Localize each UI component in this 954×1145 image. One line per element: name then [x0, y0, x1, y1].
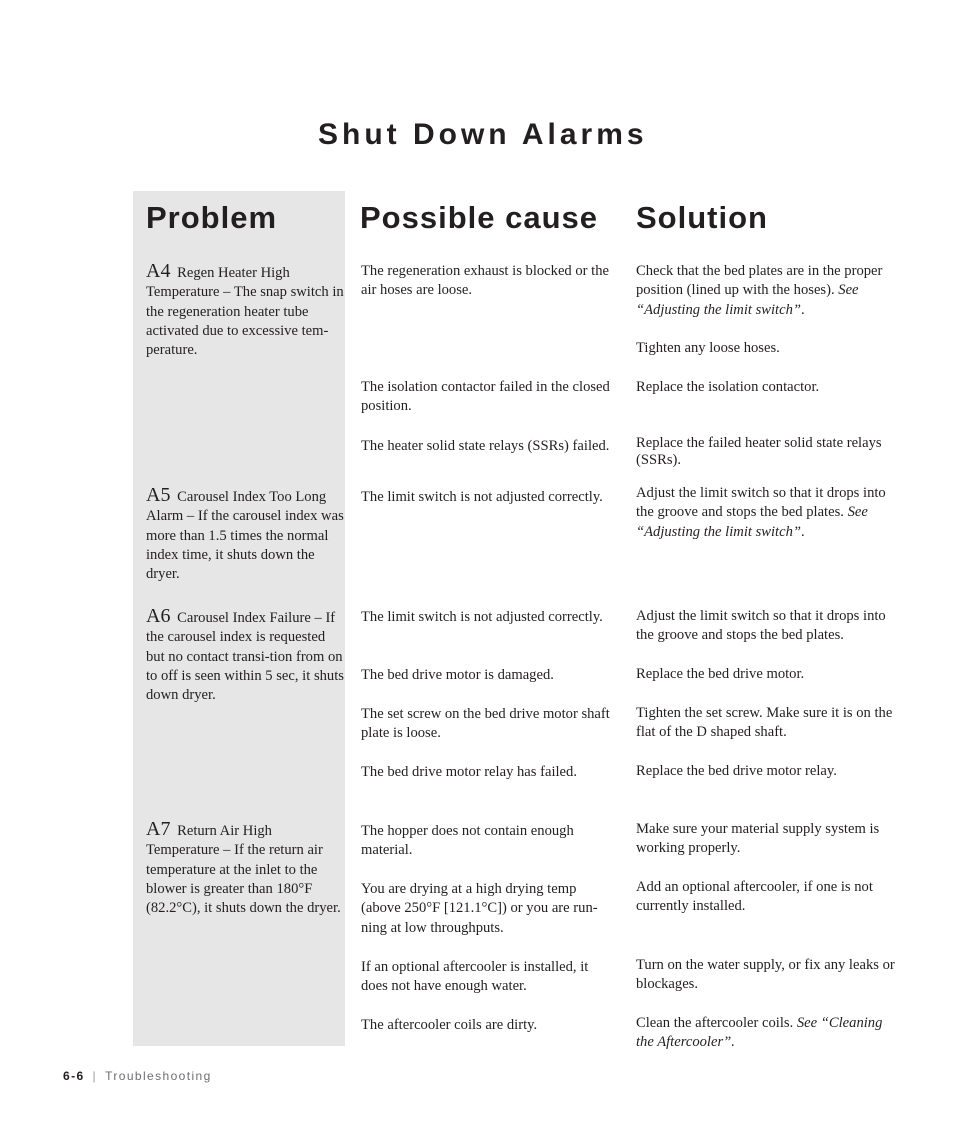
cause-text: The regeneration exhaust is blocked or the air hoses are loose.: [361, 263, 610, 299]
solution-header: Solution: [636, 200, 768, 235]
solution-text: Replace the isolation contactor.: [636, 379, 820, 395]
alarm-code: A5: [146, 484, 171, 506]
cause-text: The heater solid state relays (SSRs) failed.: [361, 438, 610, 454]
possible-cause-header: Possible cause: [360, 200, 599, 235]
solution-text: Replace the bed drive motor relay.: [636, 763, 837, 779]
problem-description: Carousel Index Failure – If the carousel index is requested but no contact transi-tion from on to off is seen within 5 sec, it shuts down dryer.: [146, 610, 344, 704]
solution-text: [636, 1014, 898, 1053]
solution-text: Replace the bed drive motor.: [636, 666, 805, 682]
solution-text: Make sure your material supply system is working properly.: [636, 821, 880, 857]
problem-a7: [146, 820, 344, 918]
page-number: 6-6: [63, 1069, 85, 1083]
cause-text: You are drying at a high drying temp (above 250°F [121.1°C]) or you are run-ning at low throughputs.: [361, 881, 598, 936]
cause-text: The bed drive motor relay has failed.: [361, 764, 577, 780]
solution-text: Replace the failed heater solid state relays (SSRs).: [636, 435, 882, 469]
solution-text: Tighten any loose hoses.: [636, 340, 780, 356]
page-title: Shut Down Alarms: [318, 118, 648, 151]
cause-text: The aftercooler coils are dirty.: [361, 1017, 538, 1033]
alarm-code: A6: [146, 605, 171, 627]
problem-a5: [146, 486, 344, 584]
cross-reference: See “Adjusting the limit switch”: [636, 504, 868, 540]
solution-text: [636, 484, 898, 542]
problem-a4: [146, 262, 344, 360]
solution-body: Adjust the limit switch so that it drops into the groove and stops the bed plates.: [636, 485, 886, 521]
solution-text: Turn on the water supply, or fix any leaks or blockages.: [636, 957, 895, 993]
alarm-code: A4: [146, 260, 171, 282]
cause-text: The bed drive motor is damaged.: [361, 667, 554, 683]
solution-body: Check that the bed plates are in the proper position (lined up with the hoses).: [636, 263, 883, 299]
problem-header: Problem: [146, 200, 278, 235]
solution-text: Add an optional aftercooler, if one is not currently installed.: [636, 879, 873, 915]
page-footer: [63, 1069, 212, 1083]
alarm-code: A7: [146, 818, 171, 840]
solution-end: .: [731, 1034, 735, 1051]
cause-text: The limit switch is not adjusted correctly.: [361, 609, 603, 625]
cause-text: The set screw on the bed drive motor shaft plate is loose.: [361, 706, 610, 742]
footer-separator: |: [92, 1069, 98, 1083]
problem-description: Carousel Index Too Long Alarm – If the carousel index was more than 1.5 times the normal index time, it shuts down the dryer.: [146, 489, 344, 583]
cause-text: The limit switch is not adjusted correctly.: [361, 489, 603, 505]
solution-text: [636, 262, 898, 320]
cause-text: The isolation contactor failed in the closed position.: [361, 379, 610, 415]
cross-reference: See “Cleaning the Aftercooler”: [636, 1015, 883, 1051]
solution-body: Clean the aftercooler coils.: [636, 1015, 794, 1031]
solution-end: .: [801, 301, 805, 318]
section-name: Troubleshooting: [105, 1069, 212, 1083]
problem-description: Regen Heater High Temperature – The snap switch in the regeneration heater tube activated due to excessive tem-perature.: [146, 265, 344, 359]
solution-text: Adjust the limit switch so that it drops into the groove and stops the bed plates.: [636, 608, 886, 644]
problem-description: Return Air High Temperature – If the return air temperature at the inlet to the blower is greater than 180°F (82.2°C), it shuts down the dryer.: [146, 823, 341, 917]
cause-text: The hopper does not contain enough material.: [361, 823, 574, 859]
cross-reference: See “Adjusting the limit switch”: [636, 282, 859, 318]
cause-text: If an optional aftercooler is installed, it does not have enough water.: [361, 959, 589, 995]
problem-a6: [146, 607, 344, 705]
solution-end: .: [801, 523, 805, 540]
solution-text: Tighten the set screw. Make sure it is on the flat of the D shaped shaft.: [636, 705, 893, 741]
